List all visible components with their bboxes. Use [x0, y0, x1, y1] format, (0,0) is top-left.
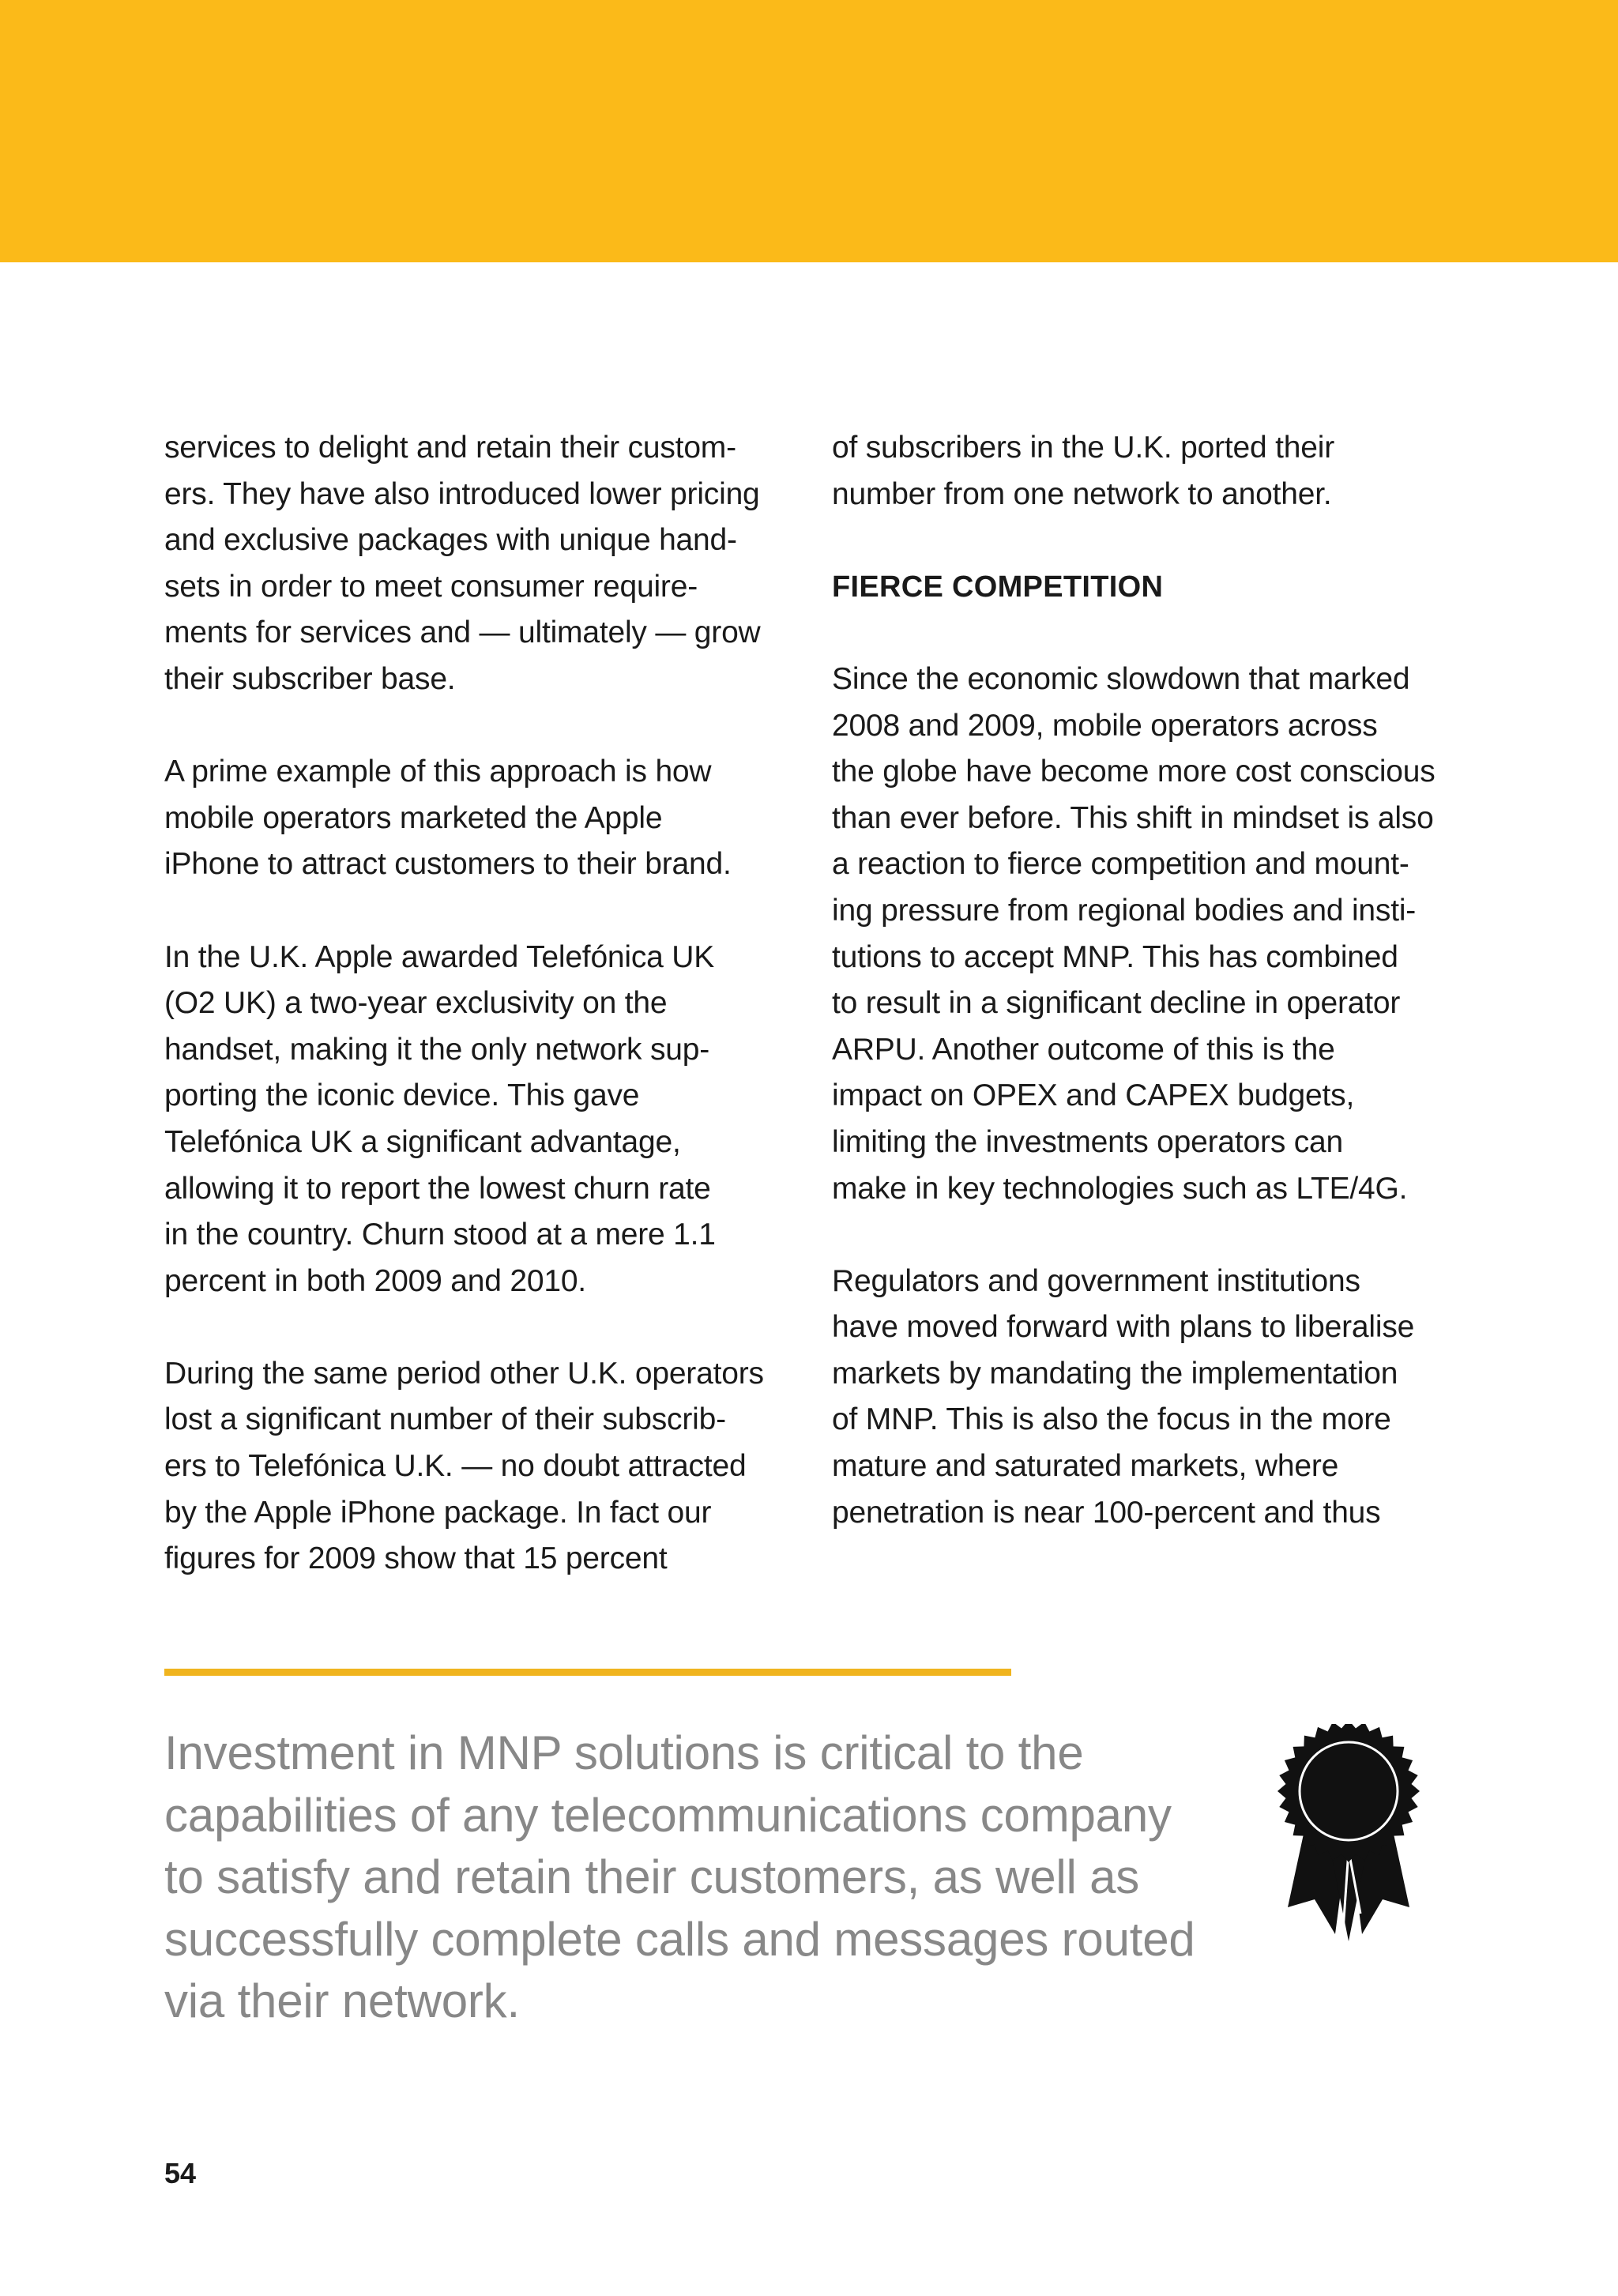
text-line: sets in order to meet consumer require- — [164, 569, 698, 604]
text-line: limiting the investments operators can — [832, 1124, 1344, 1159]
right-paragraph-1 — [832, 657, 1464, 1212]
text-line: 2008 and 2009, mobile operators across — [832, 708, 1378, 743]
text-line: ing pressure from regional bodies and insti- — [832, 893, 1417, 928]
text-line: lost a significant number of their subscrib- — [164, 1402, 726, 1437]
text-line: their subscriber base. — [164, 661, 456, 696]
text-line: percent in both 2009 and 2010. — [164, 1263, 586, 1298]
pull-quote-rule — [164, 1669, 1011, 1676]
text-line: Telefónica UK a significant advantage, — [164, 1124, 681, 1159]
pull-quote-line: successfully complete calls and messages routed — [164, 1912, 1195, 1966]
text-line: of MNP. This is also the focus in the more — [832, 1402, 1391, 1437]
pull-quote-line: capabilities of any telecommunications company — [164, 1788, 1172, 1842]
text-line: impact on OPEX and CAPEX budgets, — [832, 1078, 1355, 1113]
right-paragraph-2 — [832, 1259, 1464, 1537]
text-line: number from one network to another. — [832, 476, 1332, 511]
text-line: iPhone to attract customers to their brand. — [164, 847, 732, 882]
left-paragraph-1 — [164, 425, 812, 703]
text-line: ers to Telefónica U.K. — no doubt attracted — [164, 1449, 747, 1484]
pull-quote-line: via their network. — [164, 1974, 520, 2027]
text-line: services to delight and retain their custom- — [164, 431, 736, 465]
text-line: to result in a significant decline in operator — [832, 986, 1401, 1021]
header-color-band — [0, 0, 1618, 262]
text-line: handset, making it the only network sup- — [164, 1032, 710, 1067]
text-line: A prime example of this approach is how — [164, 755, 712, 789]
text-line: mobile operators marketed the Apple — [164, 800, 663, 835]
text-line: a reaction to fierce competition and mount- — [832, 847, 1409, 882]
text-line: ers. They have also introduced lower pricing — [164, 476, 760, 511]
text-line: markets by mandating the implementation — [832, 1356, 1398, 1391]
pull-quote-line: to satisfy and retain their customers, as well as — [164, 1850, 1140, 1903]
left-column — [164, 425, 812, 1583]
left-paragraph-4 — [164, 1351, 812, 1583]
text-line: Regulators and government institutions — [832, 1263, 1360, 1298]
text-line: mature and saturated markets, where — [832, 1449, 1339, 1484]
section-heading: FIERCE COMPETITION — [832, 570, 1164, 604]
text-line: Since the economic slowdown that marked — [832, 661, 1410, 696]
text-line: the globe have become more cost conscious — [832, 755, 1436, 789]
text-line: During the same period other U.K. operators — [164, 1356, 764, 1391]
award-ribbon-icon — [1274, 1724, 1424, 1945]
text-line: by the Apple iPhone package. In fact our — [164, 1495, 712, 1530]
text-line: penetration is near 100-percent and thus — [832, 1495, 1381, 1530]
text-line: and exclusive packages with unique hand- — [164, 523, 737, 558]
left-paragraph-2 — [164, 749, 812, 888]
text-line: figures for 2009 show that 15 percent — [164, 1541, 668, 1576]
text-line: In the U.K. Apple awarded Telefónica UK — [164, 939, 715, 974]
right-intro-paragraph — [832, 425, 1464, 518]
text-line: allowing it to report the lowest churn rate — [164, 1171, 711, 1206]
text-line: (O2 UK) a two-year exclusivity on the — [164, 986, 668, 1021]
text-line: make in key technologies such as LTE/4G. — [832, 1171, 1408, 1206]
text-line: ments for services and — ultimately — grow — [164, 615, 761, 650]
pull-quote-line: Investment in MNP solutions is critical to the — [164, 1726, 1084, 1779]
left-paragraph-3 — [164, 935, 812, 1305]
text-line: than ever before. This shift in mindset is also — [832, 800, 1434, 835]
text-line: tutions to accept MNP. This has combined — [832, 939, 1398, 974]
text-line: porting the iconic device. This gave — [164, 1078, 640, 1113]
text-line: have moved forward with plans to liberalise — [832, 1310, 1415, 1345]
pull-quote — [164, 1722, 1270, 2033]
text-line: in the country. Churn stood at a mere 1.1 — [164, 1218, 716, 1252]
text-line: ARPU. Another outcome of this is the — [832, 1032, 1335, 1067]
right-column — [832, 425, 1464, 1536]
page-number: 54 — [164, 2157, 197, 2189]
text-line: of subscribers in the U.K. ported their — [832, 431, 1335, 465]
